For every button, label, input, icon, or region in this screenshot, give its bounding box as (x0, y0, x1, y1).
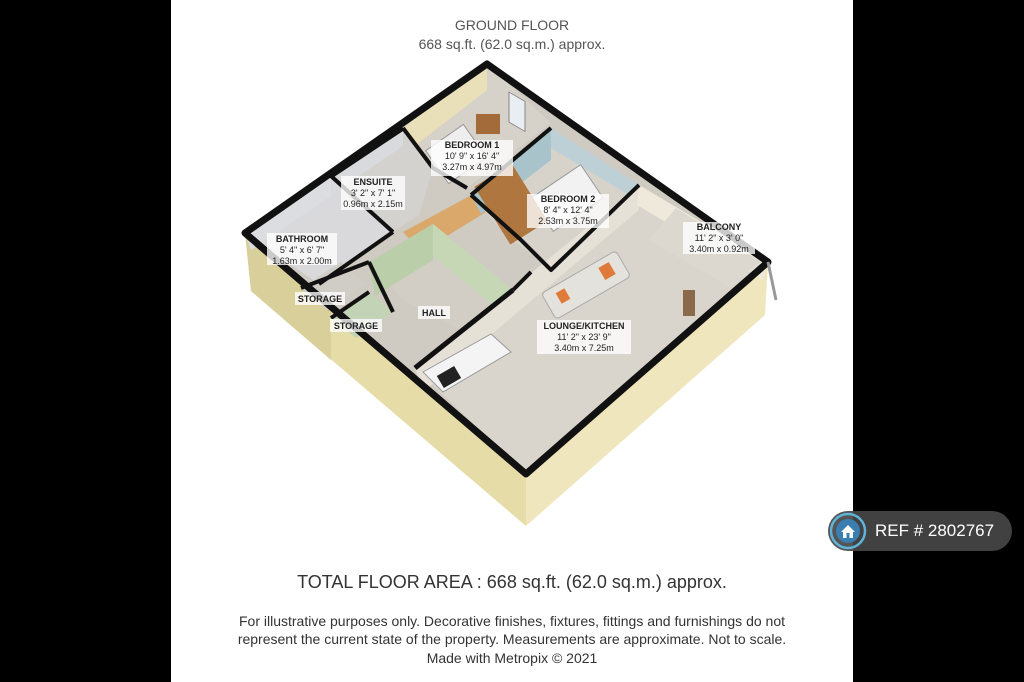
bedroom2-metric: 2.53m x 3.75m (538, 216, 598, 226)
room-label-bedroom2 (527, 194, 609, 228)
disclaimer-line-1: For illustrative purposes only. Decorative finishes, fixtures, fittings and furnishings do not (239, 613, 785, 629)
balcony-imperial: 11' 2" x 3' 0" (694, 233, 744, 243)
disclaimer-line-2: represent the current state of the property. Measurements are approximate. Not to scale. (237, 631, 787, 647)
floor-area: 668 sq.ft. (62.0 sq.m.) approx. (418, 36, 606, 52)
room-label-hall (418, 306, 450, 319)
bathroom-imperial: 5' 4" x 6' 7" (279, 245, 325, 255)
balcony-rail (768, 262, 776, 300)
ensuite-metric: 0.96m x 2.15m (343, 199, 403, 209)
room-label-balcony (683, 222, 755, 254)
ensuite-imperial: 3' 2" x 7' 1" (350, 188, 396, 198)
bathroom-metric: 1.63m x 2.00m (272, 256, 332, 266)
floorplan-sheet (171, 0, 853, 682)
room-label-storage1 (295, 292, 345, 305)
bedroom1-metric: 3.27m x 4.97m (442, 162, 502, 172)
bedroom1-drawers (476, 114, 500, 134)
floor-title: GROUND FLOOR (454, 17, 570, 33)
made-with-credit: Made with Metropix © 2021 (426, 650, 598, 666)
lounge-imperial: 11' 2" x 23' 9" (557, 332, 611, 342)
balcony-name: BALCONY (696, 222, 742, 232)
bedroom1-name: BEDROOM 1 (444, 140, 500, 150)
storage1-name: STORAGE (297, 294, 343, 304)
lounge-name: LOUNGE/KITCHEN (543, 321, 625, 331)
balcony-metric: 3.40m x 0.92m (689, 244, 749, 254)
bedroom2-name: BEDROOM 2 (540, 194, 596, 204)
total-floor-area: TOTAL FLOOR AREA : 668 sq.ft. (62.0 sq.m.) approx. (297, 572, 727, 592)
room-label-ensuite (341, 176, 405, 210)
ref-number: REF # 2802767 (875, 521, 995, 540)
home-icon (829, 512, 867, 550)
lounge-metric: 3.40m x 7.25m (554, 343, 614, 353)
room-label-bathroom (267, 233, 337, 266)
room-label-bedroom1 (431, 140, 513, 176)
room-label-storage2 (330, 319, 382, 332)
ref-badge[interactable] (828, 511, 1012, 551)
room-label-lounge (537, 320, 631, 354)
hall-name: HALL (422, 308, 446, 318)
ensuite-name: ENSUITE (353, 177, 393, 187)
bedroom1-imperial: 10' 9" x 16' 4" (444, 151, 500, 161)
bathroom-name: BATHROOM (275, 234, 329, 244)
bedroom2-imperial: 8' 4" x 12' 4" (543, 205, 593, 215)
storage2-name: STORAGE (333, 321, 379, 331)
dining-chair (683, 290, 695, 316)
